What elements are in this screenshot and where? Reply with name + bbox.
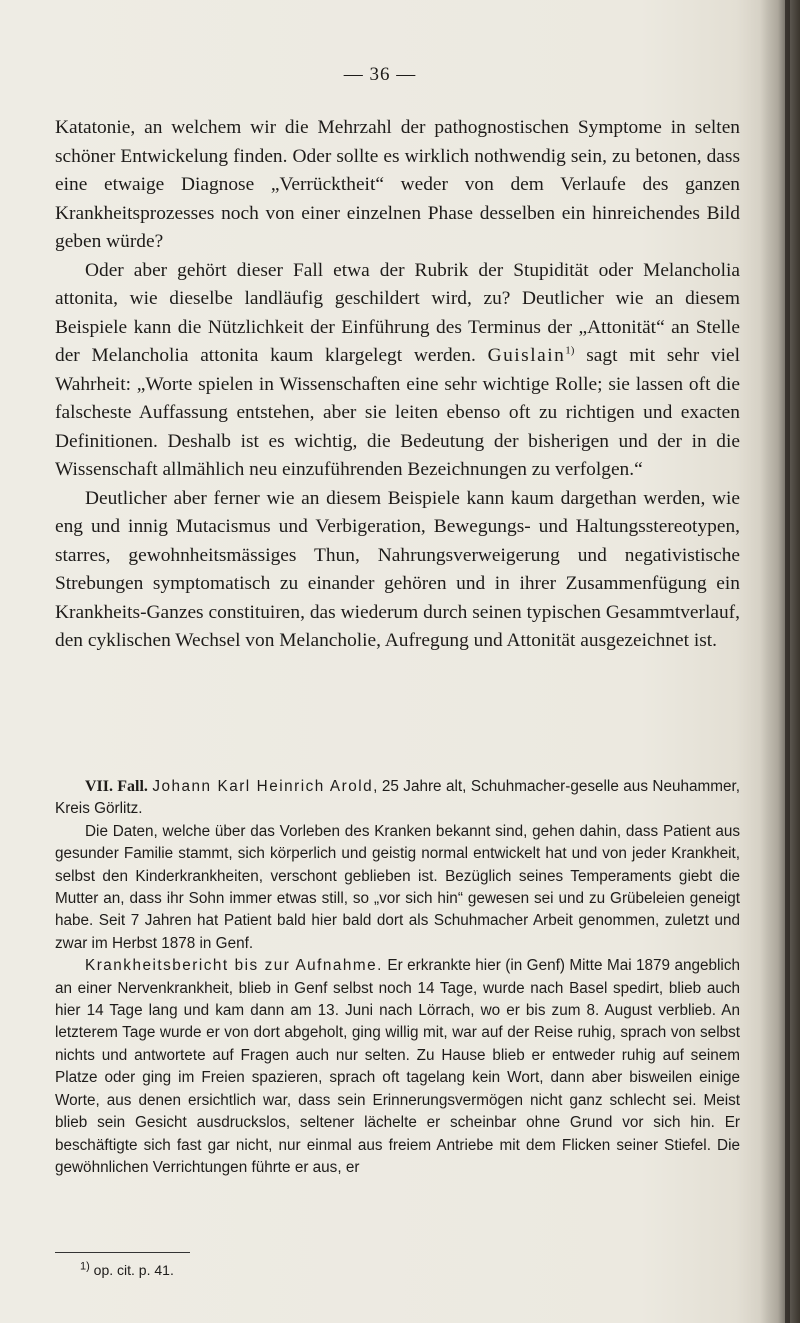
guislain-name: Guislain xyxy=(487,345,566,366)
paragraph-1: Katatonie, an welchem wir die Mehrzahl der pathognostischen Symptome in selten schöner Entwickelung finden. Oder sollte es wirklich nothwendig sein, zu betonen, dass eine etwaige Diagnose „Verrücktheit“ weder von dem Verlaufe des ganzen Krankheitsprozesses noch von einer einzelnen Phase desselben ein hinreichendes Bild geben würde? xyxy=(55,117,740,252)
footnote-ref: 1) xyxy=(565,344,575,357)
patient-name: Johann Karl Heinrich Arold xyxy=(152,778,374,795)
patient-details: , 25 Jahre alt, Schuhmacher-geselle aus Neuhammer, Kreis Görlitz. xyxy=(55,778,740,818)
case-paragraph-1: Die Daten, welche über das Vorleben des Kranken bekannt sind, gehen dahin, dass Patient aus gesunder Familie stammt, sich körperlich und geistig normal entwickelt hat und von jeder Krankheit, selbst den Kinderkrankheiten, verschont geblieben ist. Bezüglich seines Temperaments giebt die Mutter an, dass ihr Sohn immer etwas still, so „vor sich hin“ gewesen sei und zu Grübeleien geneigt habe. Seit 7 Jahren hat Patient bald hier bald dort als Schuhmacher Arbeit genommen, zuletzt und zwar im Herbst 1878 in Genf. xyxy=(55,822,740,952)
case-label: VII. Fall. xyxy=(85,778,148,795)
footnote-mark: 1) xyxy=(80,1260,90,1273)
footnote xyxy=(80,1262,174,1278)
page-number: — 36 — xyxy=(343,64,417,85)
footnote-rule xyxy=(55,1252,190,1253)
page-edge xyxy=(785,0,790,1323)
paragraph-2 xyxy=(55,257,740,485)
case-paragraph-2 xyxy=(55,955,740,1179)
guislain-quote: sagt mit sehr viel Wahrheit: „Worte spielen in Wissenschaften eine sehr wichtige Rolle; sie lassen oft die falscheste Auffassung entstehen, aber sie leiten ebenso oft zu richtigen und exacten Definitionen. Deshalb ist es wichtig, die Bedeutung der bisherigen und der in die Wissenschaft allmählich neu einzuführenden Bezeichnungen zu verfolgen.“ xyxy=(55,345,740,480)
paragraph-2-text: Oder aber gehört dieser Fall etwa der Rubrik der Stupidität oder Melancholia attonita, wie dieselbe landläufig geschildert wird, zu? Deutlicher wie an diesem Beispiele kann die Nützlichkeit der Einführung des Terminus der „Attonität“ an Stelle der Melancholia attonita kaum klargelegt werden. xyxy=(55,259,740,366)
paragraph-3: Deutlicher aber ferner wie an diesem Beispiele kann kaum dargethan werden, wie eng und innig Mutacismus und Verbigeration, Bewegungs- und Haltungsstereotypen, starres, gewohnheitsmässiges Thun, Nahrungsverweigerung und negativistische Strebungen symptomatisch zu einander gehören und in ihrer Zusammenfügung ein Krankheits-Ganzes constituiren, das wiederum durch seinen typischen Gesammtverlauf, den cyklischen Wechsel von Melancholie, Aufregung und Attonität ausgezeichnet ist. xyxy=(55,487,740,651)
book-spine-shadow xyxy=(760,0,800,1323)
report-text: Er erkrankte hier (in Genf) Mitte Mai 1879 angeblich an einer Nervenkrankheit, blieb in Genf selbst noch 14 Tage, wurde nach Basel spedirt, blieb auch hier 14 Tage lang und kam dann am 13. Juni nach Lörrach, wo er bis zum 8. August verblieb. An letzterem Tage wurde er von dort abgeholt, ging willig mit, war auf der Reise ruhig, sprach von selbst nichts und antwortete auf Fragen auch nur selten. Zu Hause blieb er entweder ruhig auf seinem Platze oder ging im Freien spazieren, sprach oft tagelang kein Wort, dann aber bisweilen einige Worte, aus denen ersichtlich war, dass sein Erinnerungsvermögen nicht ganz schlecht sei. Meist blieb sein Gesicht ausdruckslos, seltener lächelte er scheinbar ohne Grund vor sich hin. Er beschäftigte sich fast gar nicht, nur einmal aus freiem Antriebe mit dem Flicken seiner Stiefel. Die gewöhnlichen Verrichtungen führte er aus, er xyxy=(55,957,740,1176)
report-label: Krankheitsbericht bis zur Aufnahme. xyxy=(85,957,383,975)
main-text xyxy=(55,114,740,656)
case-report xyxy=(55,776,740,1179)
case-heading xyxy=(55,776,740,821)
footnote-text: op. cit. p. 41. xyxy=(89,1262,174,1278)
